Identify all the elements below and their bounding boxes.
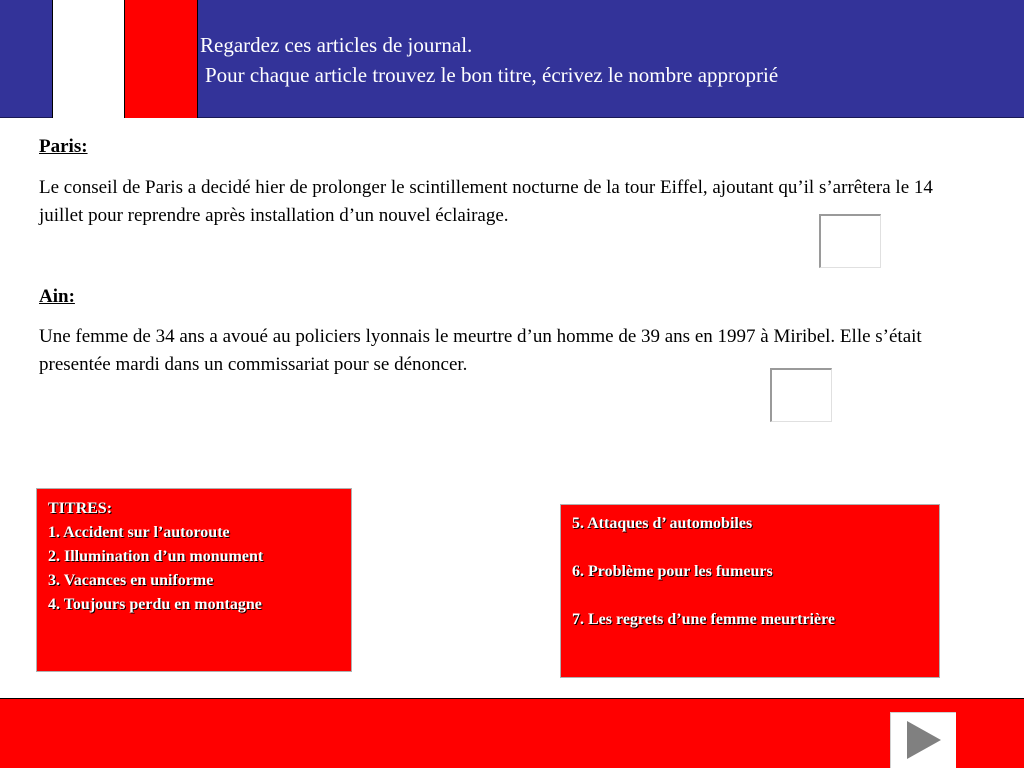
next-slide-button[interactable] [890, 712, 956, 768]
title-option-5: 5. Attaques d’ automobiles [572, 515, 753, 532]
instruction-line-1: Regardez ces articles de journal. [200, 33, 473, 57]
article-paris-title: Paris: [39, 136, 88, 157]
flag-red-stripe [125, 0, 198, 118]
title-option-4: 4. Toujours perdu en montagne [48, 596, 262, 613]
article-paris-answer-input[interactable] [819, 214, 881, 268]
instructions [200, 30, 778, 90]
flag-white-stripe [52, 0, 125, 118]
titles-heading: TITRES: [48, 500, 113, 517]
title-option-1: 1. Accident sur l’autoroute [48, 524, 230, 541]
title-option-6: 6. Problème pour les fumeurs [572, 563, 773, 580]
header-banner [0, 0, 1024, 118]
titles-panel-1 [36, 488, 352, 672]
play-triangle-icon [905, 719, 943, 761]
title-option-2: 2. Illumination d’un monument [48, 548, 264, 565]
article-ain-title: Ain: [39, 286, 75, 307]
footer-bar [0, 698, 1024, 768]
article-ain-answer-input[interactable] [770, 368, 832, 422]
instruction-line-2: Pour chaque article trouvez le bon titre, écrivez le nombre approprié [205, 63, 779, 87]
article-paris-body: Le conseil de Paris a decidé hier de prolonger le scintillement nocturne de la tour Eiffel, ajoutant qu’il s’arrêtera le 14 juillet pour reprendre après installation d’un nouvel éclairage. [39, 177, 933, 226]
title-option-3: 3. Vacances en uniforme [48, 572, 214, 589]
titles-panel-2 [560, 504, 940, 678]
title-option-7: 7. Les regrets d’une femme meurtrière [572, 611, 836, 628]
article-ain-body: Une femme de 34 ans a avoué au policiers lyonnais le meurtre d’un homme de 39 ans en 1997 à Miribel. Elle s’était presentée mardi dans un commissariat pour se dénoncer. [39, 326, 922, 375]
